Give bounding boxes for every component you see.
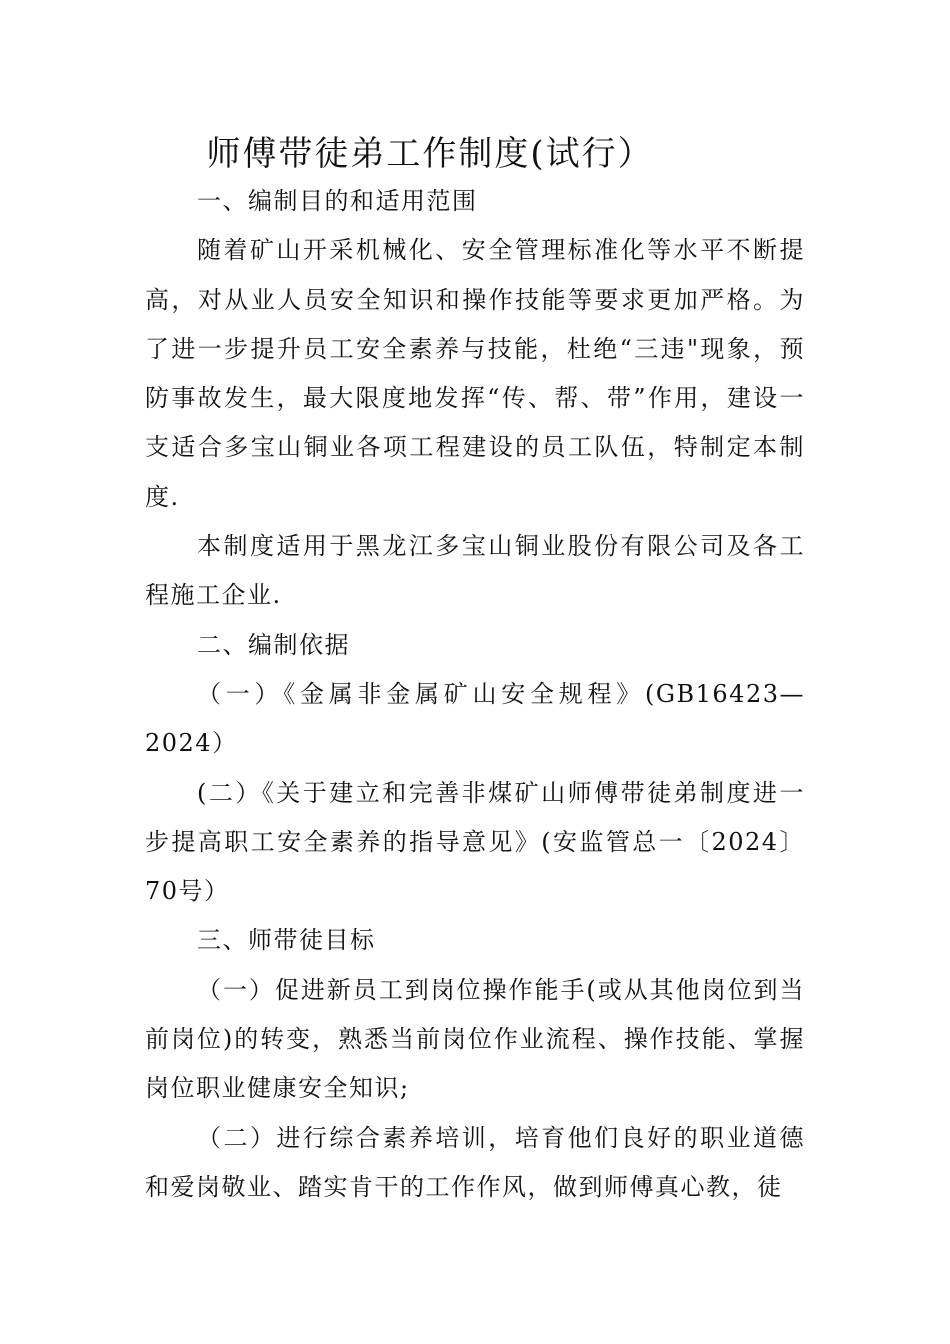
paragraph-goal-1: （一）促进新员工到岗位操作能手(或从其他岗位到当前岗位)的转变，熟悉当前岗位作业流程、操作技能、掌握岗位职业健康安全知识; bbox=[145, 975, 805, 1103]
section-heading-purpose: 一、编制目的和适用范围 bbox=[197, 187, 478, 215]
paragraph-purpose: 随着矿山开采机械化、安全管理标准化等水平不断提高，对从业人员安全知识和操作技能等要求更加严格。为了进一步提升员工安全素养与技能，杜绝“三违"现象，预防事故发生，最大限度地发挥“传、帮、带”作用，建设一支适合多宝山铜业各项工程建设的员工队伍，特制定本制度. bbox=[145, 236, 805, 511]
document-title: 师傅带徒弟工作制度(试行） bbox=[206, 134, 654, 174]
section-heading-basis: 二、编制依据 bbox=[197, 630, 350, 659]
paragraph-basis-2: (二）《关于建立和完善非煤矿山师傅带徒弟制度进一步提高职工安全素养的指导意见》(安监管总一〔2024〕70号） bbox=[145, 778, 805, 906]
section-heading-goals: 三、师带徒目标 bbox=[197, 926, 376, 955]
paragraph-scope: 本制度适用于黑龙江多宝山铜业股份有限公司及各工程施工企业. bbox=[145, 532, 805, 610]
paragraph-basis-1: （一）《金属非金属矿山安全规程》(GB16423—2024） bbox=[145, 679, 805, 758]
paragraph-goal-2: （二）进行综合素养培训，培育他们良好的职业道德和爱岗敬业、踏实肯干的工作作风，做到师傅真心教，徒 bbox=[145, 1123, 805, 1201]
document-body bbox=[145, 177, 805, 1212]
